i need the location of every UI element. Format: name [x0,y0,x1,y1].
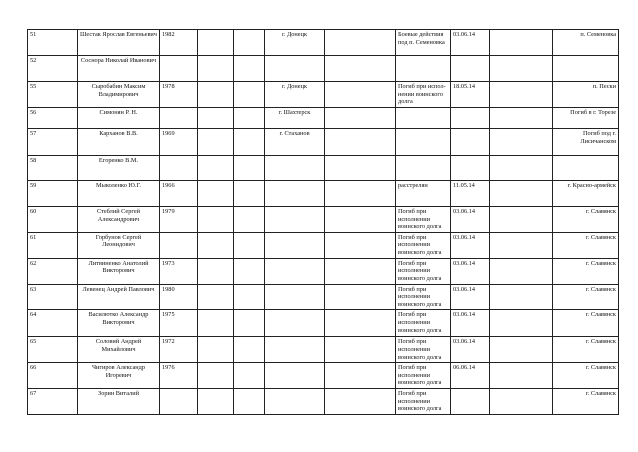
person-name: Егоренко В.М. [78,156,160,181]
empty-cell [325,108,396,129]
empty-cell [198,108,234,129]
death-cause: Боевые действия под п. Семеновка [396,30,451,56]
row-number: 56 [28,108,78,129]
person-name: Соловий Андрей Михайлович [78,337,160,363]
row-number: 64 [28,310,78,337]
birth-year [160,108,198,129]
empty-cell [490,337,553,363]
empty-cell [234,108,265,129]
person-name: Зорин Виталий [78,389,160,415]
person-name: Шестак Ярослав Евгеньевич [78,30,160,56]
empty-cell [234,56,265,82]
row-number: 62 [28,258,78,284]
empty-cell [325,82,396,108]
death-place: Погиб в г. Торезе [553,108,619,129]
table-row [28,363,619,389]
birth-year: 1979 [160,207,198,233]
birth-year [160,156,198,181]
empty-cell [234,284,265,310]
home-city [265,337,325,363]
death-cause: Погиб при испол-нении воинского долга [396,82,451,108]
death-place [553,156,619,181]
death-place: г. Славянск [553,363,619,389]
empty-cell [490,284,553,310]
death-place: г. Славянск [553,232,619,258]
row-number: 55 [28,82,78,108]
death-cause: Погиб при исполнении воинского долга [396,232,451,258]
empty-cell [234,181,265,207]
death-cause: Погиб при исполнении воинского долга [396,258,451,284]
birth-year: 1972 [160,337,198,363]
table-row [28,232,619,258]
home-city [265,284,325,310]
table-row [28,156,619,181]
row-number: 65 [28,337,78,363]
death-place [553,56,619,82]
empty-cell [198,82,234,108]
empty-cell [234,337,265,363]
death-date: 03.06.14 [451,207,490,233]
empty-cell [325,258,396,284]
birth-year [160,232,198,258]
row-number: 51 [28,30,78,56]
death-cause: Погиб при исполнении воинского долга [396,337,451,363]
empty-cell [490,232,553,258]
empty-cell [234,363,265,389]
home-city [265,363,325,389]
birth-year: 1966 [160,181,198,207]
empty-cell [234,82,265,108]
empty-cell [325,232,396,258]
home-city [265,181,325,207]
row-number: 52 [28,56,78,82]
death-date: 18.05.14 [451,82,490,108]
death-place: п. Пески [553,82,619,108]
death-place: г. Славянск [553,207,619,233]
row-number: 57 [28,129,78,156]
table-row [28,129,619,156]
death-date: 03.06.14 [451,258,490,284]
empty-cell [325,56,396,82]
death-date: 03.06.14 [451,284,490,310]
empty-cell [234,232,265,258]
death-place: г. Славянск [553,284,619,310]
row-number: 63 [28,284,78,310]
empty-cell [198,337,234,363]
home-city: г. Стаханов [265,129,325,156]
empty-cell [325,337,396,363]
death-cause: Погиб при исполнении воинского долга [396,207,451,233]
empty-cell [490,156,553,181]
row-number: 61 [28,232,78,258]
empty-cell [325,129,396,156]
home-city [265,56,325,82]
empty-cell [198,56,234,82]
table-row [28,207,619,233]
empty-cell [490,108,553,129]
empty-cell [234,156,265,181]
empty-cell [490,363,553,389]
empty-cell [325,181,396,207]
person-name: Симонян Р. Н. [78,108,160,129]
birth-year: 1980 [160,284,198,310]
person-name: Чигиров Александр Игоревич [78,363,160,389]
row-number: 66 [28,363,78,389]
table-body [28,30,619,415]
person-name: Литвиненко Анатолий Викторович [78,258,160,284]
empty-cell [490,258,553,284]
empty-cell [325,363,396,389]
person-name: Сыробабин Максим Владимирович [78,82,160,108]
death-cause [396,129,451,156]
empty-cell [198,30,234,56]
empty-cell [198,363,234,389]
empty-cell [198,284,234,310]
person-name: Мыколенко Ю.Г. [78,181,160,207]
death-date: 06.06.14 [451,363,490,389]
table-row [28,82,619,108]
death-cause: Погиб при исполнении воинского долга [396,363,451,389]
empty-cell [198,207,234,233]
home-city [265,207,325,233]
empty-cell [490,389,553,415]
table-row [28,310,619,337]
table-row [28,337,619,363]
empty-cell [234,207,265,233]
birth-year [160,56,198,82]
death-place: г. Славянск [553,258,619,284]
row-number: 67 [28,389,78,415]
empty-cell [325,207,396,233]
home-city [265,156,325,181]
death-place: г. Красно-армейск [553,181,619,207]
death-cause [396,56,451,82]
death-place: г. Славянск [553,310,619,337]
empty-cell [490,181,553,207]
empty-cell [490,30,553,56]
birth-year: 1982 [160,30,198,56]
death-place: п. Семеновка [553,30,619,56]
home-city [265,232,325,258]
death-cause: Погиб при исполнении воинского долга [396,389,451,415]
death-cause: расстрелян [396,181,451,207]
person-name: Стеблий Сергей Александрович [78,207,160,233]
empty-cell [198,156,234,181]
empty-cell [490,82,553,108]
death-place: г. Славянск [553,389,619,415]
row-number: 58 [28,156,78,181]
death-date: 03.06.14 [451,337,490,363]
death-date: 03.06.14 [451,310,490,337]
birth-year: 1976 [160,363,198,389]
empty-cell [198,258,234,284]
empty-cell [325,284,396,310]
empty-cell [325,156,396,181]
empty-cell [198,129,234,156]
table-row [28,30,619,56]
home-city: г. Шахтерск [265,108,325,129]
table-row [28,108,619,129]
death-cause [396,156,451,181]
empty-cell [234,129,265,156]
birth-year: 1973 [160,258,198,284]
person-name: Карханов В.В. [78,129,160,156]
table-row [28,56,619,82]
empty-cell [198,232,234,258]
birth-year [160,389,198,415]
person-name: Левенец Андрей Павлович [78,284,160,310]
death-cause [396,108,451,129]
row-number: 59 [28,181,78,207]
person-name: Горбунов Сергей Леонидович [78,232,160,258]
death-date [451,156,490,181]
birth-year: 1978 [160,82,198,108]
death-place: г. Славянск [553,337,619,363]
death-date [451,108,490,129]
death-place: Погиб под г. Лисичанском [553,129,619,156]
birth-year: 1969 [160,129,198,156]
empty-cell [234,310,265,337]
empty-cell [198,310,234,337]
birth-year: 1975 [160,310,198,337]
home-city: г. Донецк [265,82,325,108]
table-row [28,284,619,310]
empty-cell [198,181,234,207]
empty-cell [234,30,265,56]
home-city [265,389,325,415]
empty-cell [234,258,265,284]
death-date [451,56,490,82]
death-date: 11.05.14 [451,181,490,207]
table-row [28,181,619,207]
empty-cell [325,30,396,56]
empty-cell [325,310,396,337]
death-cause: Погиб при исполнении воинского долга [396,284,451,310]
death-cause: Погиб при исполнении воинского долга [396,310,451,337]
home-city: г. Донецк [265,30,325,56]
table-row [28,389,619,415]
death-date [451,389,490,415]
death-date: 03.06.14 [451,232,490,258]
empty-cell [490,56,553,82]
empty-cell [325,389,396,415]
home-city [265,258,325,284]
table-row [28,258,619,284]
row-number: 60 [28,207,78,233]
empty-cell [490,207,553,233]
empty-cell [198,389,234,415]
empty-cell [234,389,265,415]
person-name: Соснора Николай Иванович [78,56,160,82]
casualty-table [27,29,619,415]
empty-cell [490,310,553,337]
home-city [265,310,325,337]
empty-cell [490,129,553,156]
death-date: 03.06.14 [451,30,490,56]
death-date [451,129,490,156]
person-name: Василютко Александр Викторович [78,310,160,337]
